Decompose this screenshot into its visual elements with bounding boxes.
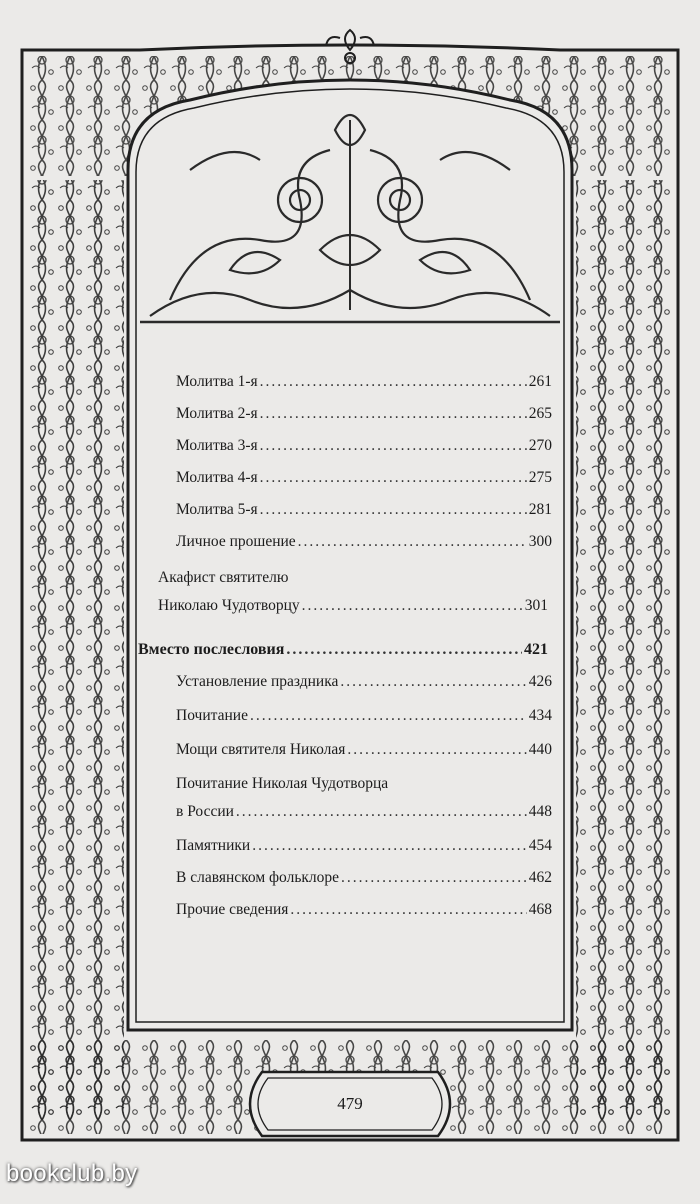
dot-leader xyxy=(290,896,526,924)
toc-entry xyxy=(172,496,552,524)
toc-page-number: 270 xyxy=(528,437,552,454)
toc-page-number: 454 xyxy=(528,837,552,854)
dot-leader xyxy=(286,636,522,664)
dot-leader xyxy=(252,832,527,860)
toc-entry-title: Николаю Чудотворцу xyxy=(158,597,300,614)
toc-entry xyxy=(158,564,548,620)
toc-entry-title: Прочие сведения xyxy=(176,901,289,918)
toc-entry xyxy=(172,368,552,396)
toc-entry xyxy=(172,702,552,730)
toc-entry-title: В славянском фольклоре xyxy=(176,869,340,886)
dot-leader xyxy=(260,432,527,460)
toc-entry-title: Установление праздника xyxy=(176,673,339,690)
toc-page-number: 462 xyxy=(528,869,552,886)
toc-page-number: 468 xyxy=(528,901,552,918)
toc-entry-title-line1: Акафист святителю xyxy=(158,569,289,586)
toc-entry xyxy=(172,770,552,826)
toc-entry-title: в России xyxy=(176,803,234,820)
toc-page-number: 265 xyxy=(528,405,552,422)
toc-entry xyxy=(172,832,552,860)
dot-leader xyxy=(250,702,527,730)
toc-entry xyxy=(172,668,552,696)
toc-entry xyxy=(172,464,552,492)
toc-entry-title: Молитва 2-я xyxy=(176,405,258,422)
toc-page-number: 448 xyxy=(528,803,552,820)
toc-entry-title: Молитва 5-я xyxy=(176,501,258,518)
toc-entry-title: Мощи святителя Николая xyxy=(176,741,346,758)
dot-leader xyxy=(341,864,527,892)
toc-entry-title: Молитва 1-я xyxy=(176,373,258,390)
toc-entry xyxy=(172,736,552,764)
toc-entry xyxy=(172,432,552,460)
dot-leader xyxy=(298,528,527,556)
toc-entry-title: Почитание xyxy=(176,707,248,724)
dot-leader xyxy=(260,496,527,524)
toc-page-number: 301 xyxy=(524,597,548,614)
toc-page-number: 275 xyxy=(528,469,552,486)
toc-entry xyxy=(138,636,548,664)
site-watermark: bookclub.by xyxy=(6,1160,138,1187)
page-number: 479 xyxy=(337,1094,363,1113)
dot-leader xyxy=(340,668,526,696)
dot-leader xyxy=(260,464,527,492)
toc-entry xyxy=(172,896,552,924)
toc-entry xyxy=(172,400,552,428)
toc-entry-title: Молитва 3-я xyxy=(176,437,258,454)
toc-entry-title: Памятники xyxy=(176,837,251,854)
toc-page-number: 300 xyxy=(528,533,552,550)
dot-leader xyxy=(236,798,527,826)
toc-entry xyxy=(172,528,552,556)
dot-leader xyxy=(302,592,523,620)
dot-leader xyxy=(260,400,527,428)
toc-page-number: 421 xyxy=(524,641,548,658)
toc-page-number: 440 xyxy=(528,741,552,758)
dot-leader xyxy=(260,368,527,396)
toc-page-number: 426 xyxy=(528,673,552,690)
toc-entry xyxy=(172,864,552,892)
toc-entry-title: Вместо послесловия xyxy=(138,641,285,658)
toc-page-number: 434 xyxy=(528,707,552,724)
toc-entry-title-line1: Почитание Николая Чудотворца xyxy=(176,775,389,792)
toc-entry-title: Молитва 4-я xyxy=(176,469,258,486)
toc-entry-title: Личное прошение xyxy=(176,533,296,550)
toc-page-number: 261 xyxy=(528,373,552,390)
toc-page-number: 281 xyxy=(528,501,552,518)
dot-leader xyxy=(347,736,526,764)
